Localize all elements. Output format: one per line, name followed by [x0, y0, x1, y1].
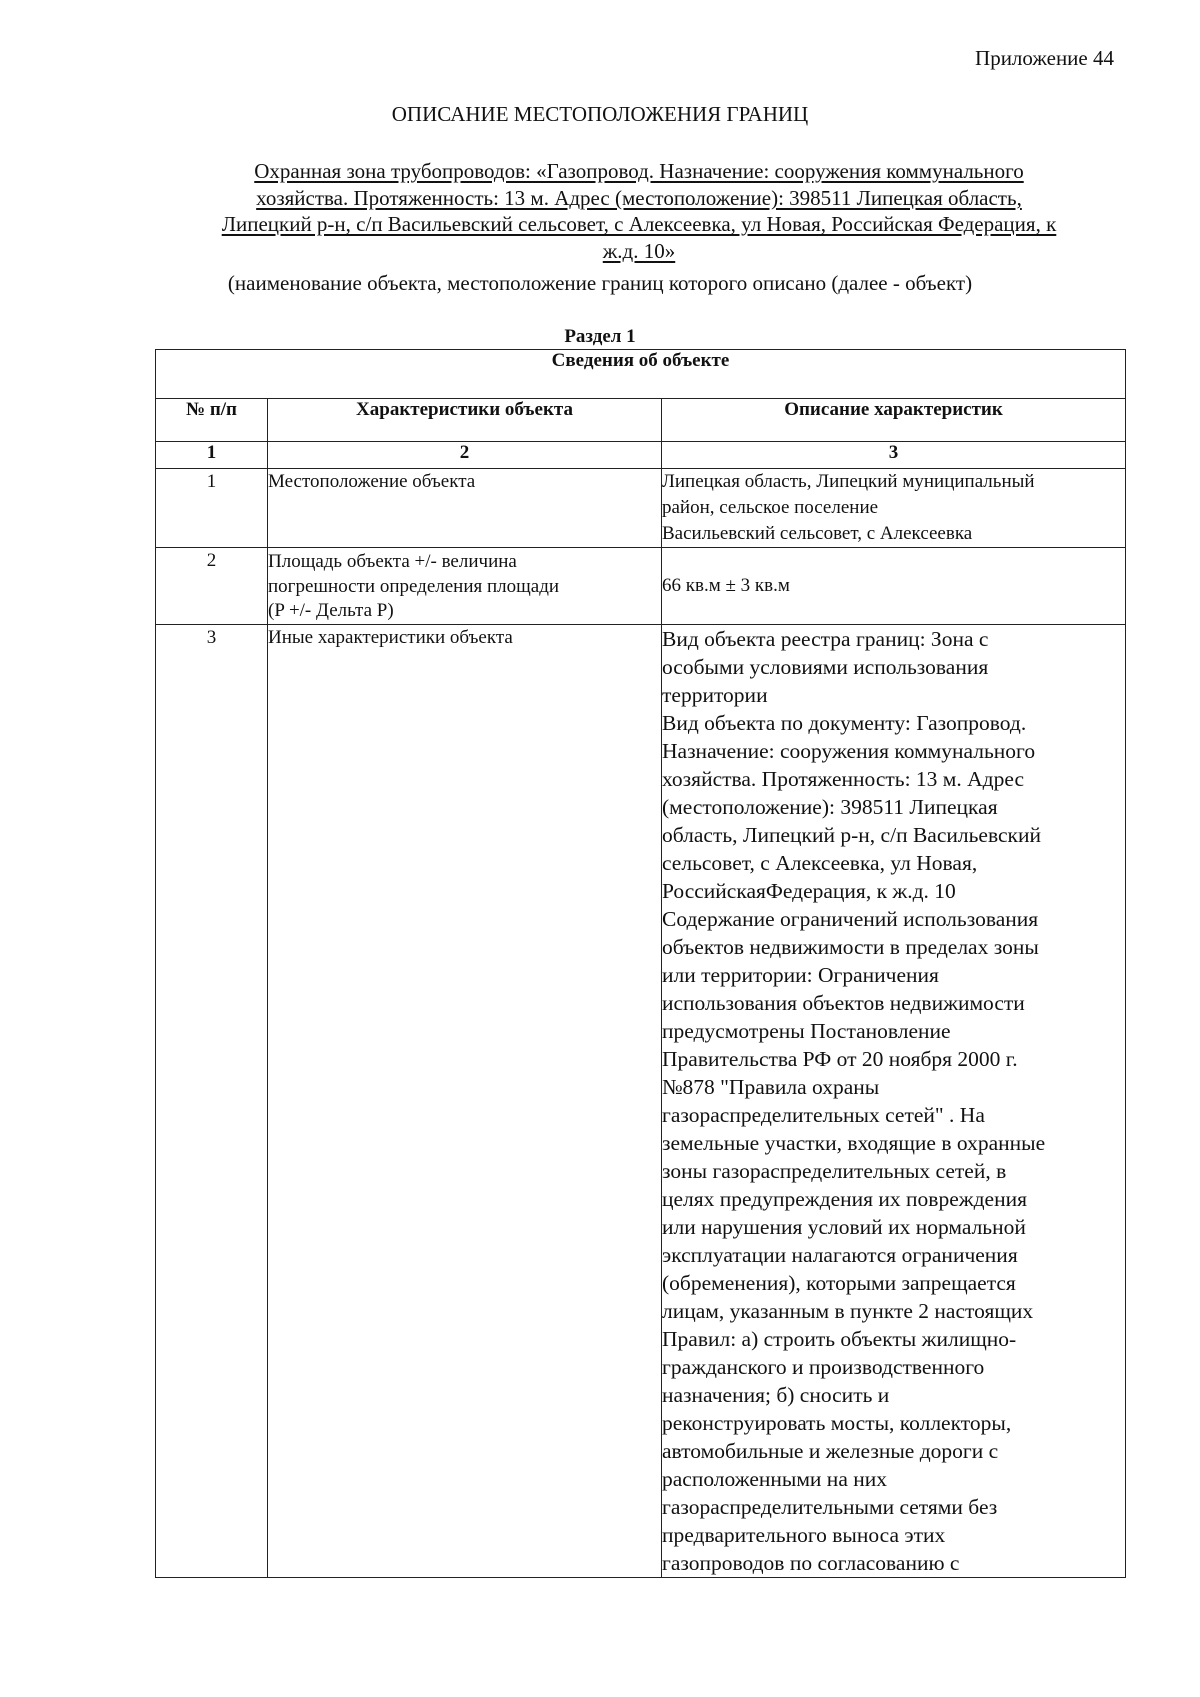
- table-caption-row: [156, 350, 1126, 399]
- description-line: Правил: а) строить объекты жилищно-: [662, 1327, 1017, 1351]
- section-title: Раздел 1: [564, 326, 636, 347]
- description-line: хозяйства. Протяженность: 13 м. Адрес: [662, 767, 1024, 791]
- description-line: сельсовет, с Алексеевка, ул Новая,: [662, 851, 978, 875]
- object-name-line: хозяйства. Протяженность: 13 м. Адрес (местоположение): 398511 Липецкая область,: [256, 185, 1022, 210]
- description-line: Вид объекта по документу: Газопровод.: [662, 711, 1027, 735]
- description-line: Назначение: сооружения коммунального: [662, 739, 1036, 763]
- column-header-description: Описание характеристик: [662, 399, 1126, 442]
- description-line: Правительства РФ от 20 ноября 2000 г.: [662, 1047, 1018, 1071]
- row-number: 3: [156, 625, 268, 1578]
- description-line: расположенными на них: [662, 1467, 887, 1491]
- column-header-characteristic: Характеристики объекта: [268, 399, 662, 442]
- description-line: зоны газораспределительных сетей, в: [662, 1159, 1007, 1183]
- description-line: земельные участки, входящие в охранные: [662, 1131, 1046, 1155]
- row-characteristic: [268, 548, 662, 625]
- description-line: 66 кв.м ± 3 кв.м: [662, 575, 790, 596]
- description-line: целях предупреждения их повреждения: [662, 1187, 1027, 1211]
- table-row: [156, 469, 1126, 548]
- description-line: использования объектов недвижимости: [662, 991, 1025, 1015]
- row-number: 2: [156, 548, 268, 625]
- object-name-line: ж.д. 10»: [602, 238, 676, 263]
- object-info-table: [155, 349, 1126, 1578]
- characteristic-line: Иные характеристики объекта: [268, 627, 513, 648]
- description-line: Липецкая область, Липецкий муниципальный: [662, 471, 1035, 492]
- table-row: [156, 548, 1126, 625]
- characteristic-line: (P +/- Дельта P): [268, 600, 394, 621]
- description-line: автомобильные и железные дороги с: [662, 1439, 999, 1463]
- column-number-row: [156, 442, 1126, 469]
- description-line: эксплуатации налагаются ограничения: [662, 1243, 1018, 1267]
- row-description: [662, 548, 1126, 625]
- description-line: или территории: Ограничения: [662, 963, 939, 987]
- description-line: (обременения), которыми запрещается: [662, 1271, 1016, 1295]
- row-characteristic: [268, 625, 662, 1578]
- description-line: объектов недвижимости в пределах зоны: [662, 935, 1039, 959]
- row-description: [662, 469, 1126, 548]
- description-line: газораспределительными сетями без: [662, 1495, 998, 1519]
- characteristic-line: Местоположение объекта: [268, 471, 476, 492]
- description-line: назначения; б) сносить и: [662, 1383, 890, 1407]
- description-line: особыми условиями использования: [662, 655, 989, 679]
- row-number: 1: [156, 469, 268, 548]
- characteristic-line: погрешности определения площади: [268, 575, 560, 597]
- description-line: газопроводов по согласованию с: [662, 1551, 960, 1575]
- object-name-line: Охранная зона трубопроводов: «Газопровод. Назначение: сооружения коммунального: [254, 159, 1024, 183]
- document-title: ОПИСАНИЕ МЕСТОПОЛОЖЕНИЯ ГРАНИЦ: [391, 102, 809, 126]
- object-caption: (наименование объекта, местоположение границ которого описано (далее - объект): [227, 271, 973, 295]
- description-line: лицам, указанным в пункте 2 настоящих: [662, 1299, 1034, 1323]
- description-line: РоссийскаяФедерация, к ж.д. 10: [662, 879, 956, 903]
- description-line: №878 "Правила охраны: [662, 1075, 880, 1099]
- description-line: (местоположение): 398511 Липецкая: [662, 795, 998, 819]
- description-line: предусмотрены Постановление: [662, 1019, 951, 1043]
- description-line: реконструировать мосты, коллекторы,: [662, 1411, 1012, 1435]
- object-name: [146, 158, 1132, 264]
- description-line: газораспределительных сетей" . На: [662, 1103, 985, 1127]
- description-line: гражданского и производственного: [662, 1355, 985, 1379]
- description-line: предварительного выноса этих: [662, 1523, 946, 1547]
- column-header-number: № п/п: [156, 399, 268, 442]
- appendix-number: Приложение 44: [975, 46, 1114, 70]
- table-header-row: [156, 399, 1126, 442]
- row-characteristic: [268, 469, 662, 548]
- description-line: Содержание ограничений использования: [662, 907, 1039, 931]
- table-row: [156, 625, 1126, 1578]
- description-line: район, сельское поселение: [662, 497, 879, 518]
- column-number: 3: [662, 442, 1126, 469]
- description-line: территории: [662, 683, 768, 707]
- description-line: область, Липецкий р-н, с/п Васильевский: [662, 823, 1041, 847]
- object-name-line: Липецкий р-н, с/п Васильевский сельсовет, с Алексеевка, ул Новая, Российская Федерация, к: [221, 212, 1057, 236]
- description-line: Васильевский сельсовет, с Алексеевка: [662, 523, 973, 544]
- description-line: или нарушения условий их нормальной: [662, 1215, 1026, 1239]
- description-line: Вид объекта реестра границ: Зона с: [662, 627, 989, 651]
- column-number: 2: [268, 442, 662, 469]
- characteristic-line: Площадь объекта +/- величина: [268, 551, 517, 572]
- column-number: 1: [156, 442, 268, 469]
- table-caption: Сведения об объекте: [156, 350, 1126, 399]
- row-description: [662, 625, 1126, 1578]
